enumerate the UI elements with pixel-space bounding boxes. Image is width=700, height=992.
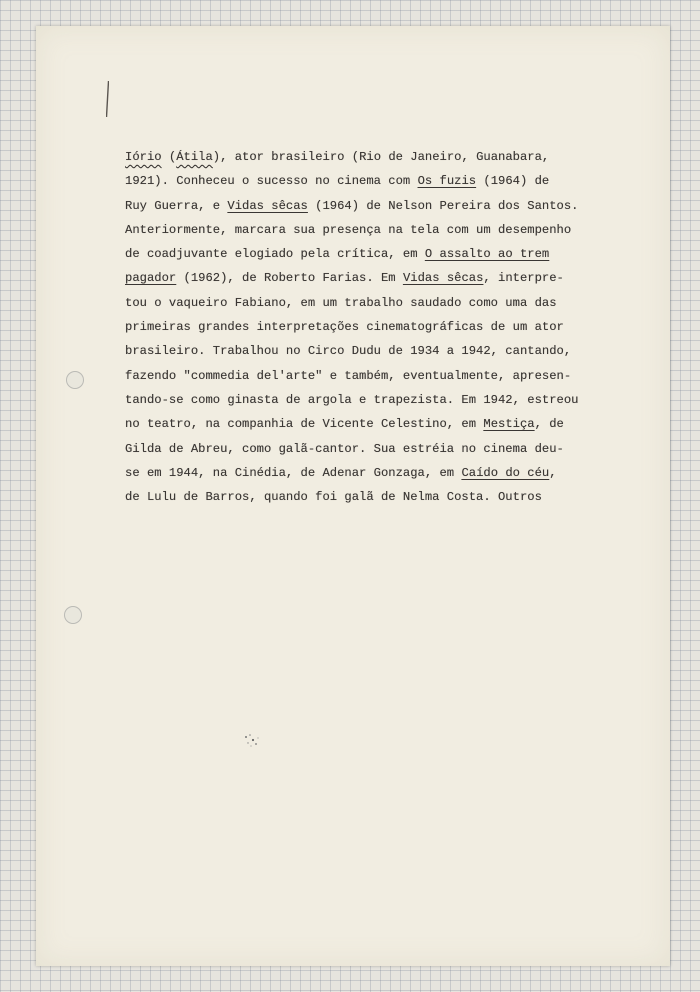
- text-segment: , de: [534, 417, 564, 432]
- text-segment: tou o vaqueiro Fabiano, em um trabalho saudado como uma das: [125, 295, 557, 310]
- text-segment: (1964) de Nelson Pereira dos Santos.: [307, 198, 579, 213]
- underlined-title: Vidas sêcas: [402, 271, 484, 286]
- text-line: [125, 315, 595, 339]
- text-line: [125, 218, 595, 242]
- text-segment: tando-se como ginasta de argola e trapezista. Em 1942, estreou: [125, 392, 579, 407]
- underlined-title: Vidas sêcas: [227, 198, 308, 213]
- underlined-title: O assalto ao trem: [424, 247, 550, 262]
- text-line: [125, 388, 595, 412]
- text-segment: brasileiro. Trabalhou no Circo Dudu de 1934 a 1942, cantando,: [125, 344, 572, 359]
- text-line: [125, 266, 595, 290]
- ink-smudge-icon: [241, 731, 263, 751]
- text-segment: se em 1944, na Cinédia, de Adenar Gonzaga, em: [125, 465, 462, 480]
- underlined-title: pagador: [125, 271, 177, 286]
- pencil-mark-icon: [106, 81, 109, 117]
- text-line: [125, 194, 595, 218]
- text-line: [125, 461, 595, 485]
- text-segment: de Lulu de Barros, quando foi galã de Nelma Costa. Outros: [125, 490, 542, 505]
- marked-name: Átila: [176, 150, 213, 164]
- text-segment: ,: [549, 465, 557, 480]
- text-line: [125, 242, 595, 266]
- text-line: [125, 169, 595, 193]
- punch-hole-lower: [64, 606, 82, 624]
- text-segment: (1964) de: [476, 174, 550, 189]
- text-line: [125, 291, 595, 315]
- text-line: [125, 364, 595, 388]
- text-segment: (: [161, 150, 177, 164]
- text-line: [125, 339, 595, 363]
- text-segment: ), ator brasileiro (Rio de Janeiro, Guanabara,: [212, 150, 550, 164]
- typewritten-page: [36, 26, 670, 966]
- text-line: [125, 437, 595, 461]
- text-segment: no teatro, na companhia de Vicente Celestino, em: [125, 417, 484, 432]
- biography-text: [125, 145, 595, 509]
- text-segment: , interpre-: [483, 271, 564, 286]
- text-segment: fazendo "commedia del'arte" e também, eventualmente, apresen-: [125, 368, 572, 383]
- underlined-title: Caído do céu: [461, 465, 550, 480]
- text-line: [125, 485, 595, 509]
- text-segment: (1962), de Roberto Farias. Em: [176, 271, 403, 286]
- text-segment: primeiras grandes interpretações cinematográficas de um ator: [125, 320, 564, 335]
- text-segment: Anteriormente, marcara sua presença na tela com um desempenho: [125, 222, 572, 237]
- underlined-title: Mestiça: [483, 417, 535, 432]
- marked-name: Iório: [125, 150, 162, 164]
- text-segment: de coadjuvante elogiado pela crítica, em: [125, 247, 425, 262]
- text-line: [125, 145, 595, 169]
- text-line: [125, 412, 595, 436]
- underlined-title: Os fuzis: [417, 174, 477, 189]
- text-segment: Ruy Guerra, e: [125, 198, 228, 213]
- punch-hole-upper: [66, 371, 84, 389]
- text-segment: Gilda de Abreu, como galã-cantor. Sua estréia no cinema deu-: [125, 441, 564, 456]
- text-segment: 1921). Conheceu o sucesso no cinema com: [125, 174, 418, 189]
